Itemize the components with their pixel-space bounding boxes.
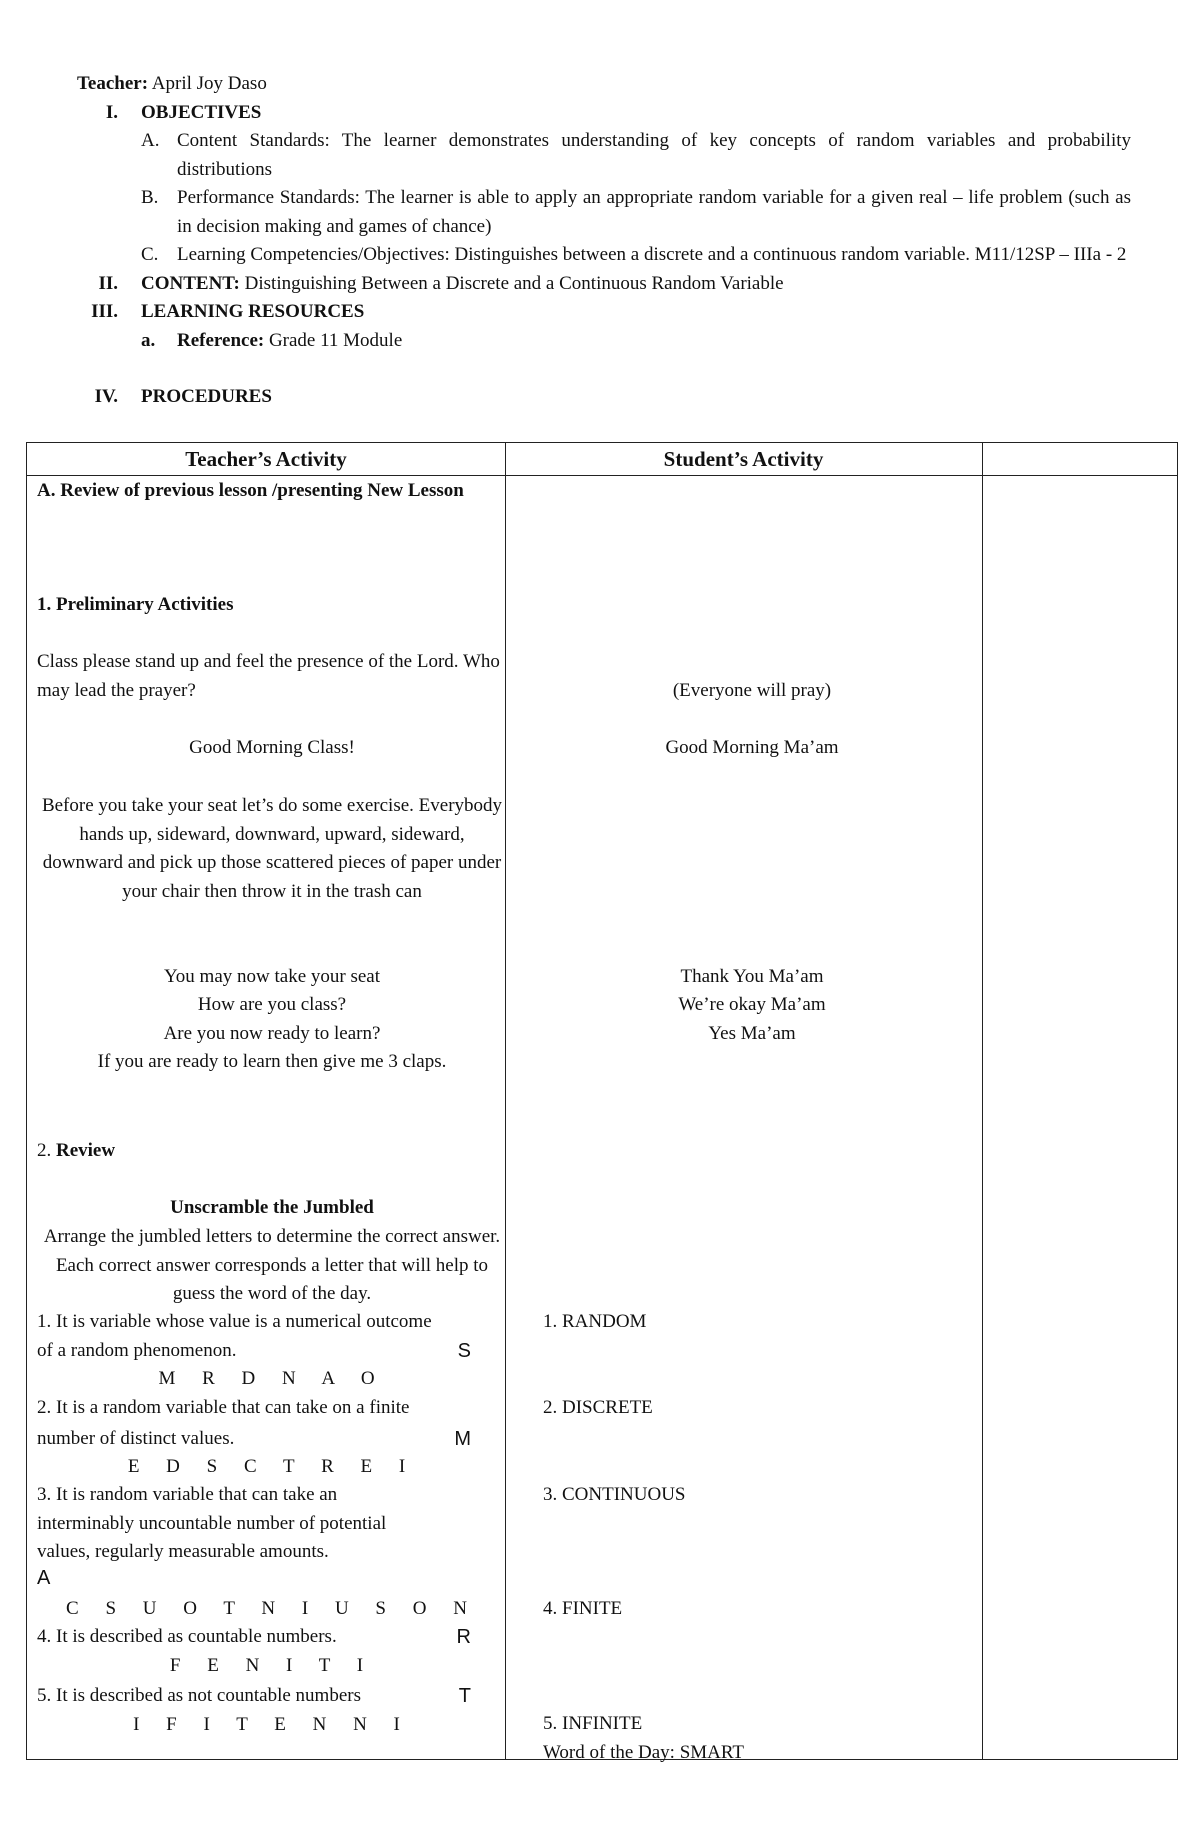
- lesson-header: [77, 70, 1137, 412]
- answer-2: 2. DISCRETE: [543, 1397, 653, 1418]
- question-text: number of distinct values.: [37, 1427, 235, 1449]
- student-thanks-text: Thank You Ma’am: [680, 966, 824, 987]
- teacher-line: [77, 70, 1137, 99]
- answer-letter: A: [37, 1567, 51, 1589]
- unscramble-instructions: Arrange the jumbled letters to determine the correct answer. Each correct answer corresponds a letter that will help to guess the word of the day.: [43, 1226, 501, 1304]
- procedures-table: [26, 442, 1178, 1763]
- teacher-label: Teacher:: [77, 73, 149, 94]
- content-text: Distinguishing Between a Discrete and a Continuous Random Variable: [244, 272, 784, 294]
- section-number: III.: [91, 301, 118, 322]
- header-remarks: [982, 443, 1177, 475]
- jumbled-letters: M R D N A O: [158, 1368, 386, 1389]
- exercise-text: Before you take your seat let’s do some exercise. Everybody hands up, sideward, downward, upward, sideward, downward and pick up those scattered pieces of paper under your chair then throw it in the trash can: [41, 795, 503, 902]
- section-title: OBJECTIVES: [141, 101, 262, 123]
- answer-letter: S: [457, 1339, 471, 1362]
- question-text: 1. It is variable whose value is a numerical outcome: [37, 1311, 432, 1332]
- item-letter: a.: [141, 329, 156, 351]
- section-a-heading: A. Review of previous lesson /presenting New Lesson: [37, 480, 464, 501]
- student-yes-text: Yes Ma’am: [708, 1023, 796, 1044]
- question-3: [37, 1481, 437, 1567]
- jumbled-letters: F E N I T I: [169, 1654, 375, 1676]
- column-divider: [505, 443, 506, 1759]
- question-text: 4. It is described as countable numbers.: [37, 1626, 337, 1647]
- student-okay-text: We’re okay Ma’am: [678, 994, 826, 1015]
- objective-item: [77, 184, 1137, 241]
- section-title: PROCEDURES: [141, 386, 272, 407]
- resources-heading: [77, 298, 1137, 327]
- header-divider: [27, 475, 1177, 476]
- student-greeting-text: Good Morning Ma’am: [665, 737, 839, 758]
- answer-1: 1. RANDOM: [543, 1311, 647, 1332]
- teacher-name: April Joy Daso: [151, 73, 267, 94]
- question-text: 3. It is random variable that can take an interminably uncountable number of potential values, regularly measurable amounts.: [37, 1484, 387, 1562]
- procedures-heading: [77, 383, 1137, 412]
- unscramble-title: Unscramble the Jumbled: [170, 1197, 374, 1218]
- header-student-activity: Student’s Activity: [663, 447, 824, 471]
- objective-item: [77, 241, 1137, 270]
- claps-text: If you are ready to learn then give me 3 claps.: [97, 1051, 447, 1072]
- student-pray-text: (Everyone will pray): [672, 680, 832, 701]
- objectives-heading: [77, 99, 1137, 128]
- answer-5: 5. INFINITE: [543, 1713, 643, 1734]
- preliminary-heading: 1. Preliminary Activities: [37, 594, 234, 615]
- item-text: Performance Standards: The learner is able to apply an appropriate random variable for a given real – life problem (such as in decision making and games of chance): [177, 187, 1131, 237]
- item-text: Learning Competencies/Objectives: Distinguishes between a discrete and a continuous random variable. M11/12SP – IIIa - 2: [177, 244, 1127, 265]
- question-text: of a random phenomenon.: [37, 1339, 237, 1361]
- question-text: 2. It is a random variable that can take on a finite: [37, 1397, 410, 1418]
- content-heading: [77, 270, 1137, 299]
- item-letter: C.: [141, 244, 159, 265]
- answer-letter: M: [454, 1427, 471, 1450]
- how-are-you-text: How are you class?: [197, 994, 347, 1015]
- greeting-text: Good Morning Class!: [189, 737, 355, 758]
- question-text: 5. It is described as not countable numbers: [37, 1685, 361, 1706]
- answer-3: 3. CONTINUOUS: [543, 1484, 686, 1505]
- jumbled-letters: C S U O T N I U S O N: [66, 1598, 478, 1619]
- word-of-the-day: Word of the Day: SMART: [543, 1742, 745, 1763]
- section-title: LEARNING RESOURCES: [141, 301, 365, 322]
- section-number: II.: [98, 272, 118, 294]
- item-text: Content Standards: The learner demonstrates understanding of key concepts of random variables and probability distributions: [177, 130, 1131, 180]
- section-number: IV.: [94, 386, 118, 407]
- answer-4: 4. FINITE: [543, 1598, 623, 1619]
- objective-item: [77, 127, 1137, 184]
- question-1: [37, 1308, 507, 1394]
- question-2: [37, 1394, 507, 1482]
- question-5: [37, 1682, 507, 1739]
- item-letter: B.: [141, 187, 159, 208]
- content-label: CONTENT:: [141, 272, 240, 294]
- prayer-text: Class please stand up and feel the presence of the Lord. Who may lead the prayer?: [37, 651, 500, 701]
- reference-item: [77, 327, 1137, 356]
- take-seat-text: You may now take your seat: [163, 966, 380, 987]
- column-divider: [982, 443, 983, 1759]
- header-teacher-activity: Teacher’s Activity: [185, 447, 347, 471]
- reference-label: Reference:: [177, 329, 265, 351]
- section-number: I.: [105, 101, 118, 123]
- jumbled-letters: E D S C T R E I: [127, 1456, 417, 1477]
- answer-letter: T: [458, 1685, 471, 1707]
- jumbled-letters: I F I T E N N I: [133, 1713, 411, 1735]
- question-4: [37, 1623, 507, 1680]
- reference-text: Grade 11 Module: [268, 329, 403, 351]
- review-number: 2.: [37, 1140, 56, 1161]
- item-letter: A.: [141, 130, 160, 151]
- review-title: Review: [56, 1140, 116, 1161]
- review-heading: [37, 1137, 507, 1166]
- ready-text: Are you now ready to learn?: [163, 1023, 381, 1044]
- answer-letter: R: [456, 1626, 471, 1648]
